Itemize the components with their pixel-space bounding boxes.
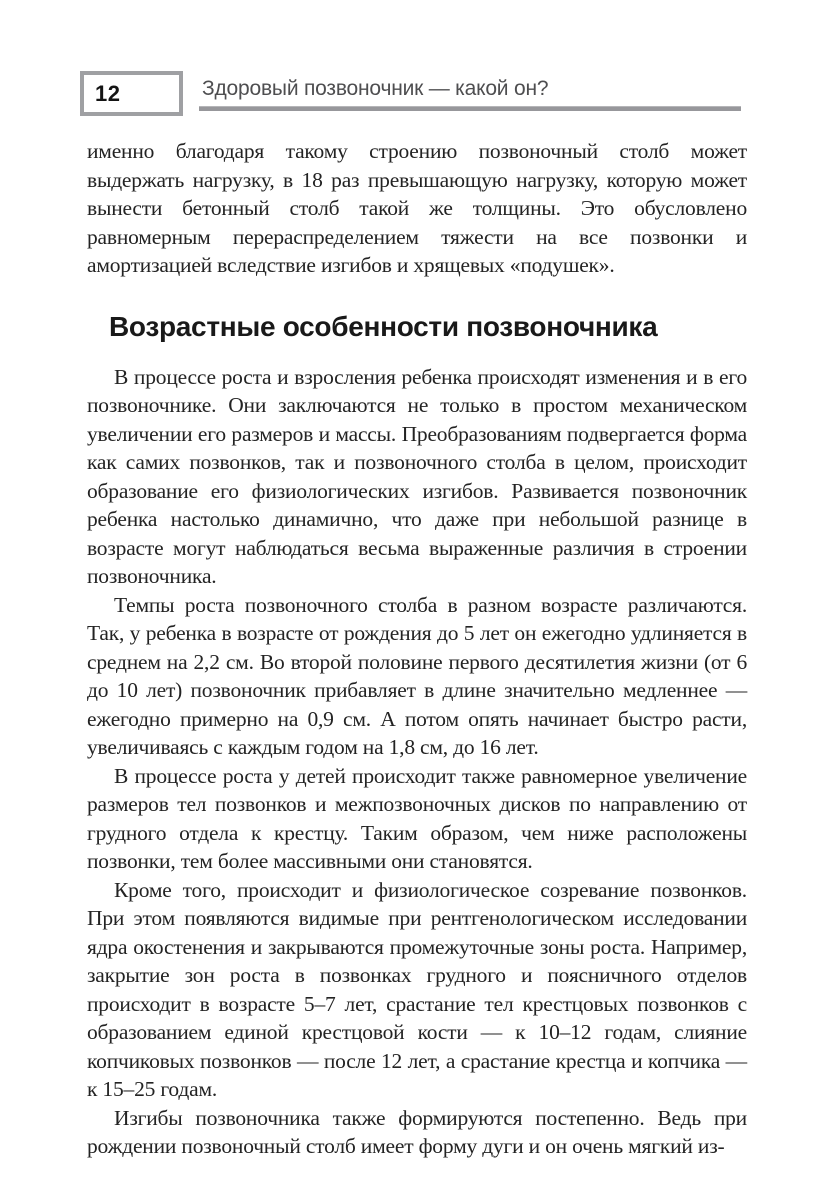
header-rule — [199, 106, 741, 111]
paragraph: В процессе роста и взросления ребенка происходят изменения и в его позвоночнике. Они заключаются не только в простом механическом увеличении его размеров и массы. Преобразованиям подвергается форма как самих позвонков, так и позвоночного столба в целом, происходит образование его физиологических изгибов. Развивается позвоночник ребенка настолько динамично, что даже при небольшой разнице в возрасте могут наблюдаться весьма выраженные различия в строении позвоночника. — [87, 364, 747, 588]
paragraph: Темпы роста позвоночного столба в разном возрасте различаются. Так, у ребенка в возрасте от рождения до 5 лет он ежегодно удлиняется в среднем на 2,2 см. Во второй половине первого десятилетия жизни (от 6 до 10 лет) позвоночник прибавляет в длине значительно медленнее — ежегодно примерно на 0,9 см. А потом опять начинает быстро расти, увеличиваясь с каждым годом на 1,8 см, до 16 лет. — [87, 592, 747, 759]
page-body — [87, 137, 747, 1161]
paragraph: Изгибы позвоночника также формируются постепенно. Ведь при рождении позвоночный столб имеет форму дуги и он очень мягкий из- — [87, 1105, 747, 1158]
page-number: 12 — [95, 80, 121, 106]
page-number-box — [80, 71, 183, 116]
running-title: Здоровый позвоночник — какой он? — [202, 77, 549, 100]
paragraph: Кроме того, происходит и физиологическое созревание позвонков. При этом появляются видимые при рентгенологическом исследовании ядра окостенения и закрываются промежуточные зоны роста. Например, закрытие зон роста в позвонках грудного и поясничного отделов происходит в возрасте 5–7 лет, срастание тел крестцовых позвонков с образованием единой крестцовой кости — к 10–12 годам, слияние копчиковых позвонков — после 12 лет, а срастание крестца и копчика — к 15–25 годам. — [87, 877, 747, 1101]
paragraph-continued: именно благодаря такому строению позвоночный столб может выдержать нагрузку, в 18 раз превышающую нагрузку, которую может вынести бетонный столб такой же толщины. Это обусловлено равномерным перераспределением тяжести на все позвонки и амортизацией вследствие изгибов и хрящевых «подушек». — [87, 139, 747, 277]
section-heading: Возрастные особенности позвоночника — [109, 310, 658, 342]
paragraph: В процессе роста у детей происходит также равномерное увеличение размеров тел позвонков и межпозвоночных дисков по направлению от грудного отдела к крестцу. Таким образом, чем ниже расположены позвонки, тем более массивными они становятся. — [87, 763, 747, 873]
